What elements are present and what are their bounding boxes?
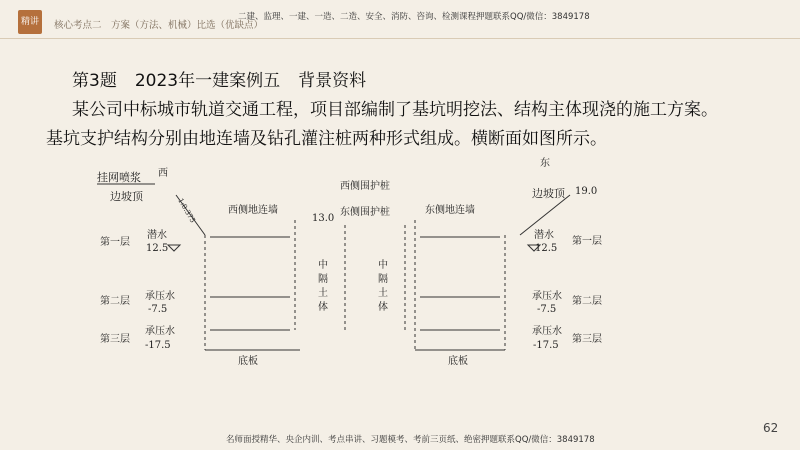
header-ad-text: 二建、监理、一建、一造、二造、安全、消防、咨询、检测课程押题联系QQ/微信：3849178	[238, 12, 590, 22]
question-title	[72, 66, 384, 91]
label-west-wall: 西侧地连墙	[228, 205, 278, 216]
section-badge: 精讲	[18, 10, 42, 34]
label-bottom-left: 底板	[238, 356, 258, 367]
background-paragraph-1: 某公司中标城市轨道交通工程，项目部编制了基坑明挖法、结构主体现浇的施工方案。	[72, 100, 718, 120]
label-hanging-net: 挂网喷浆	[97, 171, 141, 184]
background-paragraph-2: 基坑支护结构分别由地连墙及钻孔灌注桩两种形式组成。横断面如图所示。	[46, 129, 607, 149]
label-west: 西	[158, 168, 168, 179]
label-confined-right: 承压水	[532, 291, 562, 302]
label-bottom-right: 底板	[448, 356, 468, 367]
footer-ad-text: 名师面授精华、央企内训、考点串讲、习题模考、考前三页纸、绝密押题联系QQ/微信：3849178	[226, 435, 595, 445]
top-bar	[0, 0, 800, 38]
label-phreatic-right: 潜水	[534, 230, 554, 241]
label-slope-ratio: 1:0.375	[176, 197, 197, 225]
label-slope-top-right: 边坡顶	[532, 187, 565, 200]
label-elev-13: 13.0	[312, 213, 335, 224]
label-layer1-left: 第一层	[100, 237, 130, 248]
label-middle-right-2: 隔	[378, 274, 388, 285]
label-east-pile: 东侧围护桩	[340, 207, 390, 218]
label-layer2-left: 第二层	[100, 296, 130, 307]
label-layer3-right: 第三层	[572, 334, 602, 345]
label-elev-top-right: 19.0	[575, 186, 598, 197]
label-confined-elev1-left: -7.5	[148, 304, 168, 315]
breadcrumb: 核心考点二 方案（方法、机械）比选（优缺点）	[54, 20, 264, 31]
label-confined2-left: 承压水	[145, 326, 175, 337]
label-confined-elev2-right: -17.5	[533, 340, 559, 351]
label-middle-left-3: 土	[318, 288, 328, 299]
label-middle-left-1: 中	[318, 260, 328, 271]
label-east: 东	[540, 158, 550, 169]
label-middle-right-1: 中	[378, 260, 388, 271]
label-middle-right-4: 体	[378, 302, 388, 313]
question-tag: 背景资料	[298, 71, 367, 91]
label-west-pile: 西侧围护桩	[340, 181, 390, 192]
label-middle-left-2: 隔	[318, 274, 328, 285]
label-confined-elev2-left: -17.5	[145, 340, 171, 351]
label-phreatic-elev-left: 12.5	[146, 243, 169, 254]
right-slope-line	[520, 195, 570, 235]
label-layer3-left: 第三层	[100, 334, 130, 345]
label-phreatic-left: 潜水	[147, 230, 167, 241]
cross-section-diagram	[0, 150, 800, 380]
phreatic-marker-left	[168, 245, 180, 251]
label-layer1-right: 第一层	[572, 236, 602, 247]
label-confined-left: 承压水	[145, 291, 175, 302]
question-case: 2023年一建案例五	[134, 71, 281, 91]
label-confined-elev1-right: -7.5	[537, 304, 557, 315]
page-number: 62	[763, 421, 779, 435]
label-middle-right-3: 土	[378, 288, 388, 299]
label-confined2-right: 承压水	[532, 326, 562, 337]
question-number: 第3题	[72, 71, 117, 91]
label-slope-top-left: 边坡顶	[110, 190, 143, 203]
header-divider	[0, 38, 800, 39]
label-middle-left-4: 体	[318, 302, 328, 313]
label-phreatic-elev-right: 12.5	[535, 243, 558, 254]
label-layer2-right: 第二层	[572, 296, 602, 307]
label-east-wall: 东侧地连墙	[425, 205, 475, 216]
